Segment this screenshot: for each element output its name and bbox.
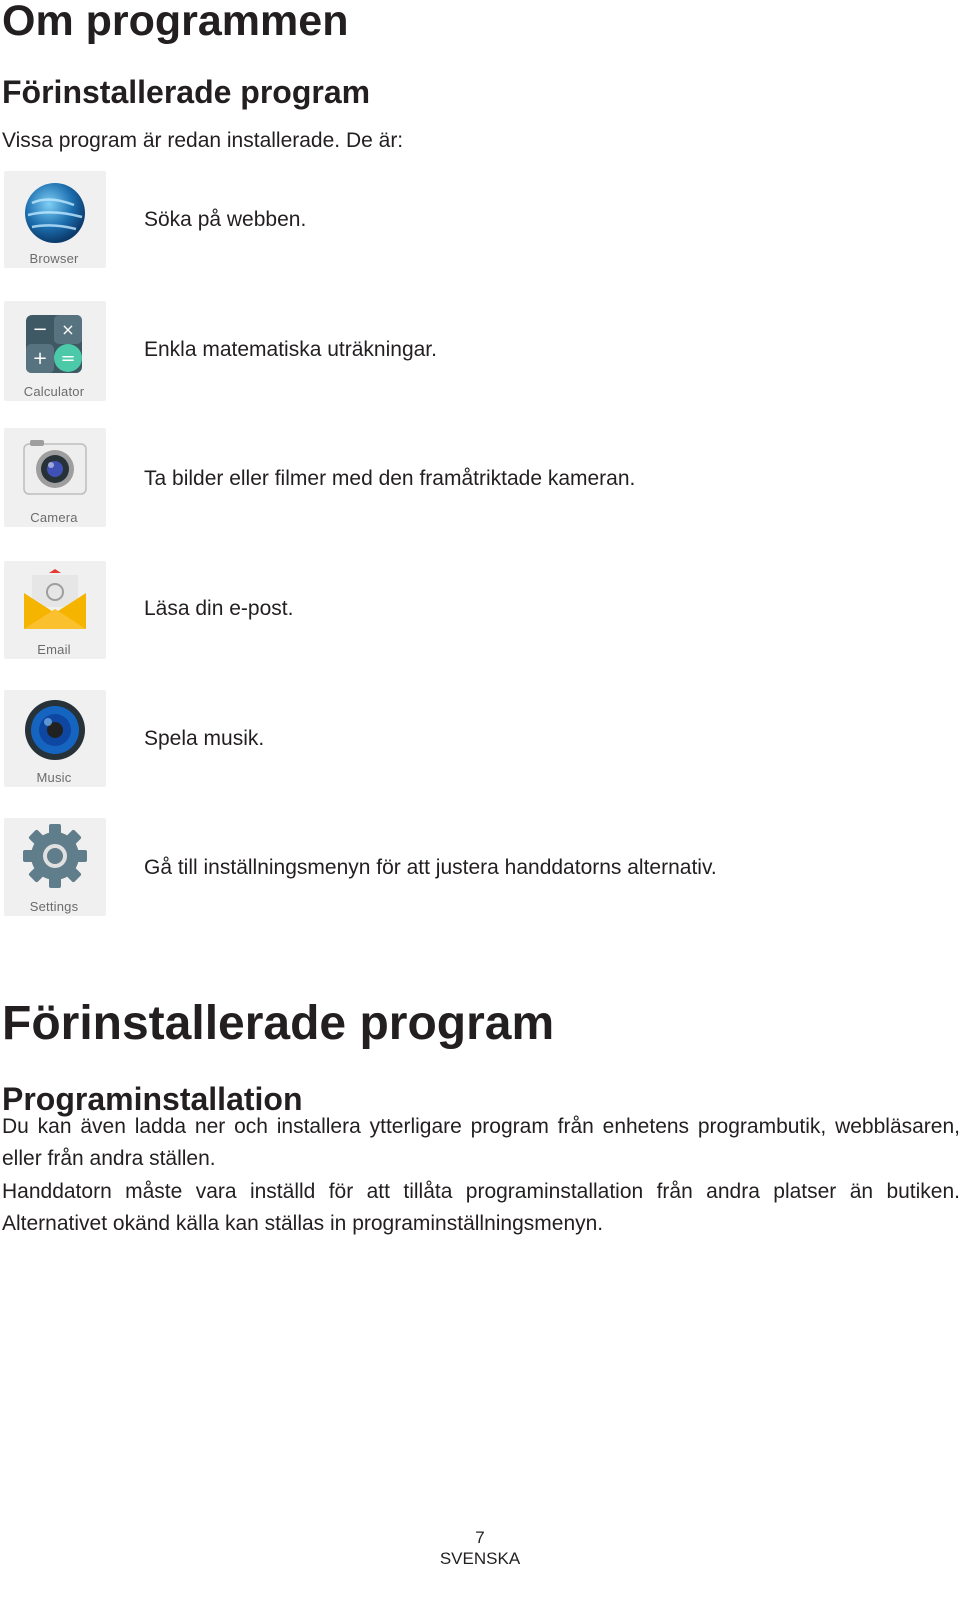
app-description: Ta bilder eller filmer med den framåtriktade kameran. <box>144 467 636 490</box>
intro-text: Vissa program är redan installerade. De är: <box>2 129 404 152</box>
section-subtitle: Förinstallerade program <box>2 74 371 110</box>
app-description: Enkla matematiska uträkningar. <box>144 338 437 361</box>
app-camera <box>4 428 106 527</box>
svg-text:+: + <box>32 348 48 369</box>
app-description: Spela musik. <box>144 727 265 750</box>
svg-text:×: × <box>61 320 75 339</box>
app-description: Gå till inställningsmenyn för att justera handdatorns alternativ. <box>144 856 717 879</box>
app-email <box>4 561 106 659</box>
svg-text:−: − <box>32 319 48 340</box>
app-calculator <box>4 301 106 401</box>
app-label: Calculator <box>23 384 85 399</box>
section-subtitle: Programinstallation <box>2 1081 303 1117</box>
page-number: 7 <box>475 1528 485 1547</box>
app-label: Browser <box>29 251 79 266</box>
body-paragraph: Du kan även ladda ner och installera ytterligare program från enhetens programbutik, webbläsaren, eller från andra ställen. <box>2 1115 960 1170</box>
body-paragraph: Handdatorn måste vara inställd för att tillåta programinstallation från andra platser än butiken. Alternativet okänd källa kan ställas in programinställningsmenyn. <box>2 1180 960 1235</box>
app-settings <box>4 818 106 916</box>
app-description: Läsa din e-post. <box>144 597 294 620</box>
section-title: Förinstallerade program <box>2 997 555 1050</box>
app-label: Settings <box>29 899 79 914</box>
app-description: Söka på webben. <box>144 208 307 231</box>
app-label: Email <box>37 642 71 657</box>
svg-text:=: = <box>60 348 76 369</box>
app-browser <box>4 171 106 268</box>
footer-language: SVENSKA <box>439 1549 521 1568</box>
app-label: Camera <box>30 510 78 525</box>
app-music <box>4 690 106 787</box>
app-label: Music <box>36 770 72 785</box>
page-title: Om programmen <box>2 0 349 45</box>
